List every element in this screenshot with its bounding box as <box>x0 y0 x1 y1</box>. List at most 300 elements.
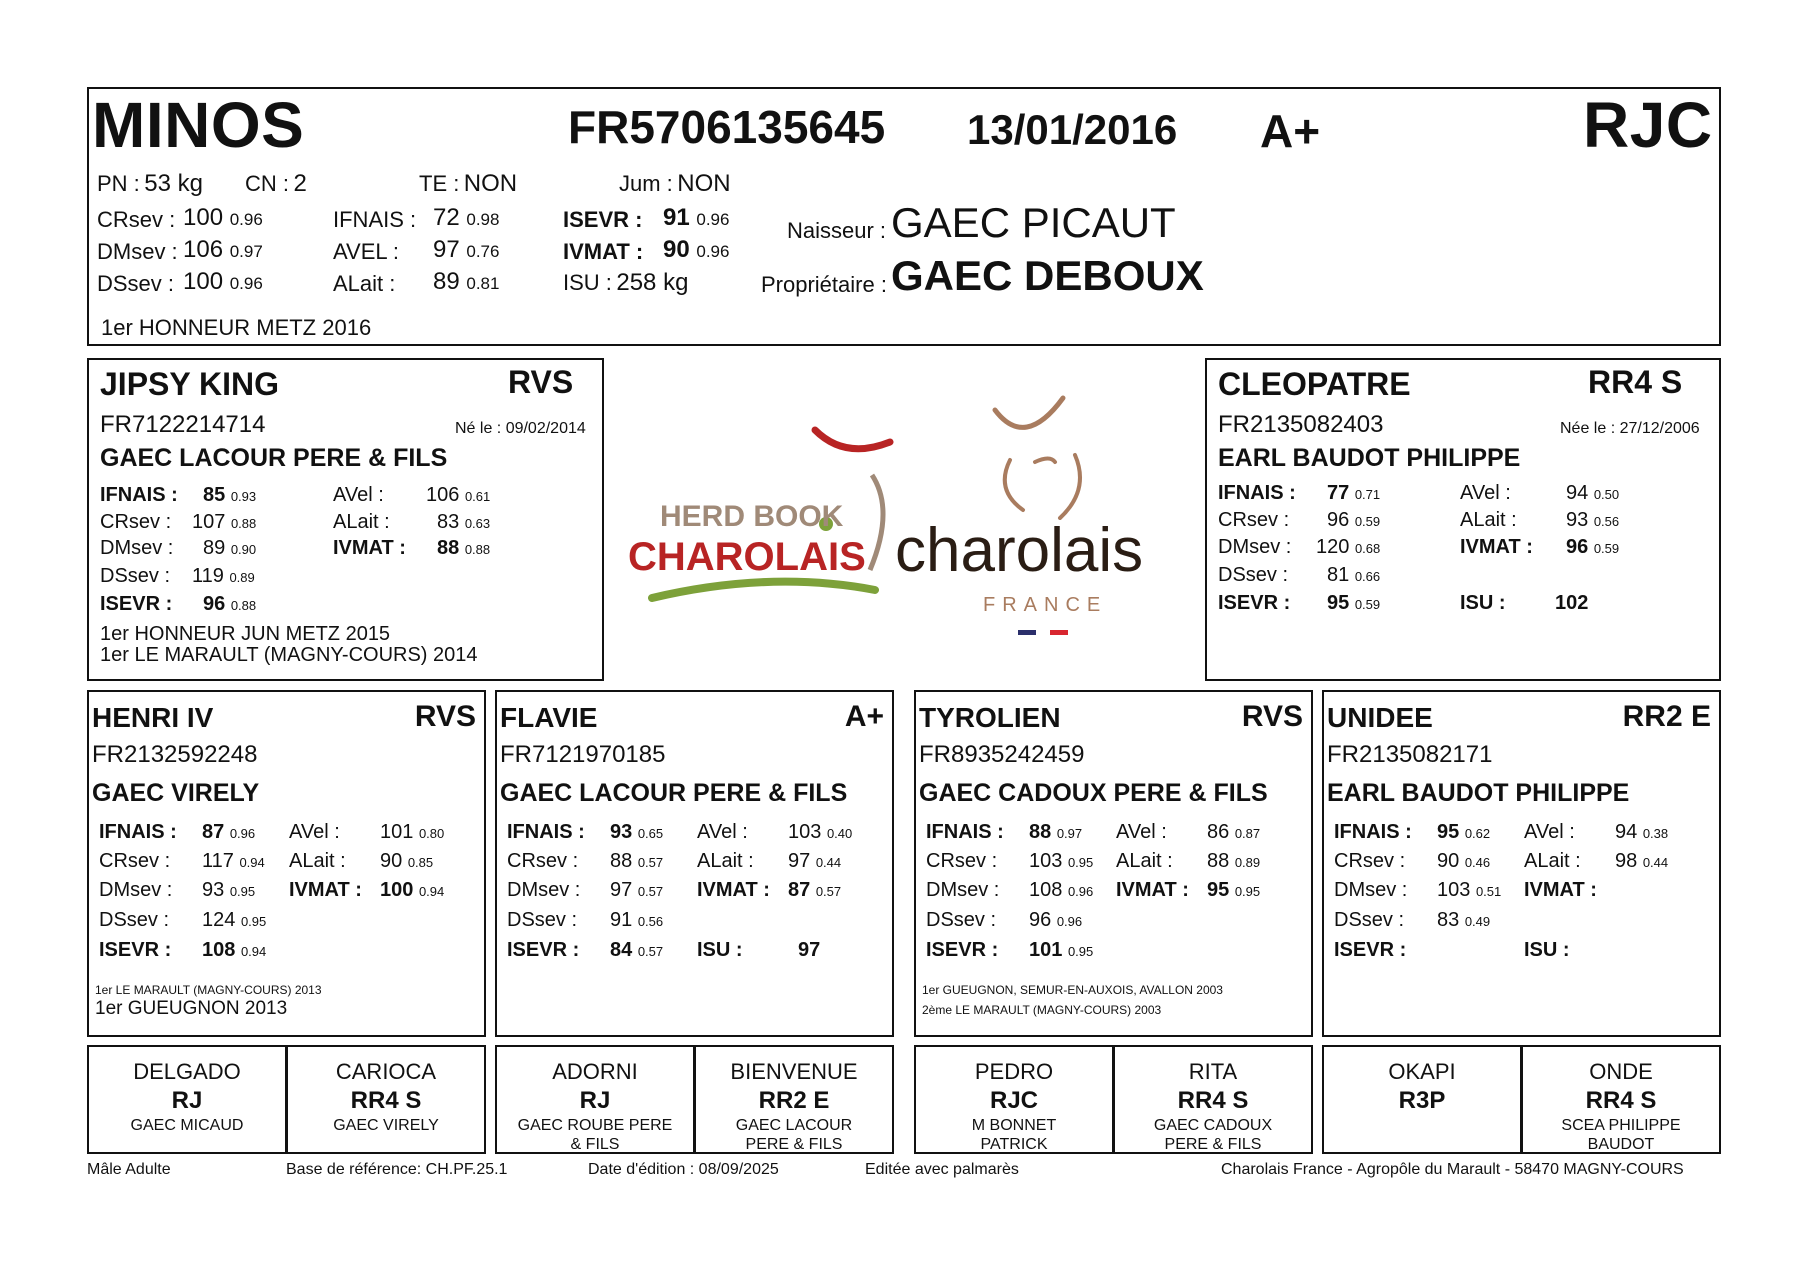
dam-isevr-reliability: 0.59 <box>1354 597 1381 612</box>
ifnais-label: IFNAIS : <box>333 207 417 232</box>
grandparent-crsev-number: 117 <box>202 850 234 872</box>
grandparent-dmsev-number: 97 <box>610 879 633 901</box>
grandparent-dssev-number: 91 <box>610 909 633 931</box>
herdbook-line1: HERD BOOK <box>660 500 844 533</box>
grandparent-avel-reliability: 0.87 <box>1234 826 1261 841</box>
grandparent-dssev-value <box>1029 909 1082 932</box>
sire-dmsev-value <box>203 537 256 560</box>
grandparent-ivmat-reliability: 0.95 <box>1234 884 1261 899</box>
grandparent-dmsev-value <box>202 879 255 902</box>
ivmat-reliability: 0.96 <box>696 242 730 261</box>
grandparent-breeder: EARL BAUDOT PHILIPPE <box>1327 779 1630 807</box>
flag-red-bar <box>1050 630 1068 635</box>
sire-ifnais-label: IFNAIS : <box>100 484 178 506</box>
isu-label: ISU : <box>563 270 612 295</box>
isevr-value <box>663 204 729 232</box>
cn-field <box>245 170 307 198</box>
grandparent-isu-label: ISU : <box>697 939 743 961</box>
avel-label: AVEL : <box>333 239 400 264</box>
grandparent-alait-label: ALait : <box>289 850 346 872</box>
te-field <box>419 170 517 198</box>
animal-award: 1er HONNEUR METZ 2016 <box>101 315 372 340</box>
great-grandparent-code: R3P <box>1398 1087 1446 1114</box>
great-grandparent-name: OKAPI <box>1388 1059 1456 1084</box>
grandparent-crsev-value <box>202 850 265 873</box>
grandparent-avel-reliability: 0.80 <box>418 826 445 841</box>
dam-avel-reliability: 0.50 <box>1593 487 1620 502</box>
grandparent-isevr-value <box>202 939 266 962</box>
grandparent-dssev-number: 96 <box>1029 909 1052 931</box>
dam-dmsev-reliability: 0.68 <box>1354 541 1381 556</box>
cn-value: 2 <box>293 170 307 197</box>
dmsev-reliability: 0.97 <box>229 242 263 261</box>
grandparent-crsev-label: CRsev : <box>1334 850 1406 872</box>
grandparent-ivmat-value <box>1207 879 1260 902</box>
sire-award-1: 1er HONNEUR JUN METZ 2015 <box>100 623 391 645</box>
sire-crsev-value <box>192 511 256 534</box>
ivmat-label: IVMAT : <box>563 239 644 264</box>
grandparent-dssev-reliability: 0.95 <box>240 914 267 929</box>
grandparent-ivmat-reliability: 0.57 <box>815 884 842 899</box>
grandparent-crsev-value <box>610 850 663 873</box>
avel-number: 97 <box>433 236 460 263</box>
alait-reliability: 0.81 <box>466 274 500 293</box>
grandparent-alait-reliability: 0.44 <box>815 855 842 870</box>
grandparent-ifnais-reliability: 0.96 <box>229 826 256 841</box>
grandparent-ifnais-value <box>1437 821 1490 844</box>
grandparent-ivmat-reliability: 0.94 <box>418 884 445 899</box>
proprietaire-label: Propriétaire : <box>761 272 887 297</box>
animal-id: FR5706135645 <box>568 101 886 153</box>
pn-value: 53 kg <box>144 170 203 197</box>
grandparent-ivmat-label: IVMAT : <box>289 879 362 901</box>
grandparent-isu-label: ISU : <box>1524 939 1570 961</box>
france-wordmark: FRANCE <box>983 594 1108 616</box>
great-grandparent-code: RR4 S <box>1177 1087 1249 1114</box>
grandparent-alait-value <box>1615 850 1668 873</box>
grandparent-dmsev-label: DMsev : <box>1334 879 1408 901</box>
sire-crsev-number: 107 <box>192 511 226 533</box>
sire-ivmat-number: 88 <box>437 537 460 559</box>
grandparent-isevr-value <box>610 939 663 962</box>
sire-alait-value <box>437 511 490 534</box>
dmsev-value <box>183 236 263 264</box>
grandparent-avel-number: 103 <box>788 821 822 843</box>
grandparent-id: FR2135082171 <box>1327 741 1493 768</box>
crsev-number: 100 <box>183 204 224 231</box>
crsev-label: CRsev : <box>97 207 176 232</box>
grandparent-code: RVS <box>1241 700 1303 733</box>
dam-birth: Née le : 27/12/2006 <box>1560 420 1700 437</box>
great-grandparent-code: RJ <box>579 1087 611 1114</box>
grandparent-alait-reliability: 0.44 <box>1642 855 1669 870</box>
dam-ivmat-value <box>1566 536 1619 559</box>
grandparent-ifnais-reliability: 0.97 <box>1056 826 1083 841</box>
grandparent-dmsev-number: 103 <box>1437 879 1471 901</box>
grandparent-crsev-number: 90 <box>1437 850 1460 872</box>
grandparent-id: FR8935242459 <box>919 741 1085 768</box>
dam-id: FR2135082403 <box>1218 411 1384 438</box>
grandparent-breeder: GAEC VIRELY <box>92 779 260 807</box>
sire-avel-number: 106 <box>426 484 460 506</box>
grandparent-ifnais-value <box>1029 821 1082 844</box>
grandparent-dmsev-reliability: 0.57 <box>637 884 664 899</box>
grandparent-dssev-number: 83 <box>1437 909 1460 931</box>
isu-field <box>563 269 688 297</box>
sire-ifnais-value <box>203 484 256 507</box>
grandparent-code: A+ <box>844 700 884 733</box>
grandparent-dssev-value <box>610 909 663 932</box>
dam-ifnais-value <box>1327 482 1380 505</box>
grandparent-alait-number: 98 <box>1615 850 1638 872</box>
dam-alait-label: ALait : <box>1460 509 1517 531</box>
great-grandparent-code: RR2 E <box>758 1087 830 1114</box>
dmsev-label: DMsev : <box>97 239 178 264</box>
sire-alait-reliability: 0.63 <box>464 516 491 531</box>
flag-blue-bar <box>1018 630 1036 635</box>
sire-isevr-number: 96 <box>203 593 226 615</box>
grandparent-alait-number: 88 <box>1207 850 1230 872</box>
great-grandparent-card <box>1322 1045 1522 1154</box>
grandparent-isevr-number: 101 <box>1029 939 1063 961</box>
grandparent-alait-value <box>788 850 841 873</box>
dam-isevr-label: ISEVR : <box>1218 592 1291 614</box>
grandparent-ifnais-reliability: 0.62 <box>1464 826 1491 841</box>
grandparent-avel-value <box>1207 821 1260 844</box>
sire-ivmat-value <box>437 537 490 560</box>
sire-dssev-number: 119 <box>192 565 224 587</box>
grandparent-dssev-reliability: 0.96 <box>1056 914 1083 929</box>
sire-ifnais-number: 85 <box>203 484 226 506</box>
dam-dssev-number: 81 <box>1327 564 1350 586</box>
dam-ivmat-reliability: 0.59 <box>1593 541 1620 556</box>
dam-name: CLEOPATRE <box>1218 366 1411 402</box>
grandparent-ifnais-number: 95 <box>1437 821 1460 843</box>
alait-label: ALait : <box>333 271 396 296</box>
grandparent-code: RR2 E <box>1622 700 1711 733</box>
grandparent-crsev-reliability: 0.95 <box>1067 855 1094 870</box>
grandparent-ifnais-label: IFNAIS : <box>926 821 1004 843</box>
grandparent-crsev-label: CRsev : <box>926 850 998 872</box>
animal-grade: A+ <box>1260 105 1321 157</box>
dam-dssev-value <box>1327 564 1380 587</box>
great-grandparent-owner-line2: PATRICK <box>980 1136 1048 1153</box>
grandparent-crsev-label: CRsev : <box>99 850 171 872</box>
dam-dmsev-value <box>1316 536 1380 559</box>
grandparent-alait-number: 97 <box>788 850 811 872</box>
grandparent-ivmat-label: IVMAT : <box>1116 879 1189 901</box>
dssev-reliability: 0.96 <box>229 274 263 293</box>
great-grandparent-name: DELGADO <box>133 1059 241 1084</box>
grandparent-isu-value: 97 <box>798 939 821 961</box>
great-grandparent-card <box>286 1045 486 1154</box>
ifnais-reliability: 0.98 <box>466 210 500 229</box>
grandparent-name: UNIDEE <box>1327 702 1433 733</box>
grandparent-crsev-reliability: 0.57 <box>637 855 664 870</box>
dam-dssev-label: DSsev : <box>1218 564 1289 586</box>
great-grandparent-name: CARIOCA <box>335 1059 437 1084</box>
great-grandparent-card <box>1113 1045 1313 1154</box>
sire-avel-reliability: 0.61 <box>464 489 491 504</box>
naisseur-value: GAEC PICAUT <box>891 199 1176 246</box>
great-grandparent-owner-line1: GAEC LACOUR <box>735 1117 853 1134</box>
sire-ivmat-label: IVMAT : <box>333 537 406 559</box>
great-grandparent-owner-line2: & FILS <box>570 1136 620 1153</box>
sire-dmsev-reliability: 0.90 <box>230 542 257 557</box>
grandparent-ivmat-number: 95 <box>1207 879 1230 901</box>
great-grandparent-owner-line2: BAUDOT <box>1587 1136 1655 1153</box>
grandparent-avel-reliability: 0.40 <box>826 826 853 841</box>
grandparent-name: TYROLIEN <box>919 702 1061 733</box>
grandparent-dssev-label: DSsev : <box>507 909 578 931</box>
grandparent-isevr-reliability: 0.94 <box>240 944 267 959</box>
sire-code: RVS <box>508 364 574 400</box>
sire-dmsev-number: 89 <box>203 537 226 559</box>
grandparent-alait-label: ALait : <box>1116 850 1173 872</box>
grandparent-dssev-value <box>202 909 266 932</box>
dam-avel-label: AVel : <box>1460 482 1511 504</box>
grandparent-alait-reliability: 0.89 <box>1234 855 1261 870</box>
ifnais-number: 72 <box>433 204 460 231</box>
sire-dssev-reliability: 0.89 <box>229 570 255 585</box>
grandparent-award-2: 1er GUEUGNON 2013 <box>95 998 288 1019</box>
ivmat-number: 90 <box>663 236 690 263</box>
dam-crsev-value <box>1327 509 1380 532</box>
grandparent-dmsev-number: 108 <box>1029 879 1063 901</box>
great-grandparent-owner-line2: PERE & FILS <box>1164 1136 1262 1153</box>
grandparent-crsev-reliability: 0.94 <box>239 855 265 870</box>
sire-crsev-label: CRsev : <box>100 511 172 533</box>
grandparent-dssev-reliability: 0.49 <box>1464 914 1491 929</box>
great-grandparent-card <box>694 1045 894 1154</box>
grandparent-alait-label: ALait : <box>697 850 754 872</box>
great-grandparent-name: PEDRO <box>974 1059 1054 1084</box>
dam-isu-label: ISU : <box>1460 592 1506 614</box>
grandparent-dssev-label: DSsev : <box>1334 909 1405 931</box>
grandparent-avel-label: AVel : <box>289 821 340 843</box>
footer-palmares: Editée avec palmarès <box>865 1161 1019 1178</box>
sire-crsev-reliability: 0.88 <box>230 516 257 531</box>
dam-isevr-number: 95 <box>1327 592 1350 614</box>
grandparent-dmsev-label: DMsev : <box>507 879 581 901</box>
sire-ivmat-reliability: 0.88 <box>464 542 491 557</box>
isevr-reliability: 0.96 <box>696 210 730 229</box>
dam-isu-value: 102 <box>1555 592 1589 614</box>
pn-field <box>97 170 203 198</box>
grandparent-ifnais-number: 88 <box>1029 821 1052 843</box>
grandparent-avel-label: AVel : <box>1524 821 1575 843</box>
grandparent-ivmat-number: 100 <box>380 879 414 901</box>
grandparent-avel-reliability: 0.38 <box>1642 826 1669 841</box>
grandparent-dmsev-value <box>1437 879 1501 902</box>
alait-value <box>433 268 499 296</box>
ivmat-value <box>663 236 729 264</box>
avel-value <box>433 236 499 264</box>
grandparent-award-1: 1er GUEUGNON, SEMUR-EN-AUXOIS, AVALLON 2003 <box>922 983 1223 997</box>
grandparent-ifnais-label: IFNAIS : <box>507 821 585 843</box>
charolais-france-logo <box>895 390 1195 645</box>
isevr-label: ISEVR : <box>563 207 643 232</box>
great-grandparent-name: ADORNI <box>552 1059 638 1084</box>
grandparent-avel-number: 101 <box>380 821 414 843</box>
grandparent-avel-number: 94 <box>1615 821 1638 843</box>
charolais-wordmark: charolais <box>895 516 1144 585</box>
grandparent-avel-number: 86 <box>1207 821 1230 843</box>
dam-dssev-reliability: 0.66 <box>1354 569 1381 584</box>
dam-ifnais-label: IFNAIS : <box>1218 482 1296 504</box>
grandparent-isevr-reliability: 0.95 <box>1067 944 1094 959</box>
grandparent-avel-label: AVel : <box>697 821 748 843</box>
grandparent-breeder: GAEC CADOUX PERE & FILS <box>919 779 1268 807</box>
sire-dssev-label: DSsev : <box>100 565 171 587</box>
sire-avel-label: AVel : <box>333 484 384 506</box>
great-grandparent-code: RR4 S <box>1585 1087 1657 1114</box>
grandparent-ifnais-label: IFNAIS : <box>1334 821 1412 843</box>
great-grandparent-card <box>1521 1045 1721 1154</box>
ifnais-value <box>433 204 499 232</box>
dam-dmsev-number: 120 <box>1316 536 1350 558</box>
grandparent-alait-label: ALait : <box>1524 850 1581 872</box>
jum-label: Jum : <box>619 171 673 196</box>
dam-alait-value <box>1566 509 1619 532</box>
jum-value: NON <box>677 170 731 197</box>
grandparent-ivmat-number: 87 <box>788 879 811 901</box>
great-grandparent-owner-line1: GAEC ROUBE PERE <box>517 1117 673 1134</box>
grandparent-isevr-value <box>1029 939 1093 962</box>
grandparent-ifnais-value <box>610 821 663 844</box>
great-grandparent-name: ONDE <box>1589 1059 1653 1084</box>
dssev-value <box>183 268 263 296</box>
grandparent-award-1: 1er LE MARAULT (MAGNY-COURS) 2013 <box>95 983 322 997</box>
naisseur-label: Naisseur : <box>787 218 887 243</box>
grandparent-ifnais-value <box>202 821 255 844</box>
grandparent-breeder: GAEC LACOUR PERE & FILS <box>500 779 848 807</box>
dam-avel-value <box>1566 482 1619 505</box>
sire-isevr-reliability: 0.88 <box>230 598 257 613</box>
dam-dmsev-label: DMsev : <box>1218 536 1292 558</box>
grandparent-code: RVS <box>414 700 476 733</box>
great-grandparent-owner-line1: GAEC CADOUX <box>1153 1117 1273 1134</box>
sire-id: FR7122214714 <box>100 411 266 438</box>
grandparent-avel-value <box>788 821 852 844</box>
sire-birth: Né le : 09/02/2014 <box>455 420 586 437</box>
sire-alait-label: ALait : <box>333 511 390 533</box>
grandparent-avel-value <box>1615 821 1668 844</box>
dam-code: RR4 S <box>1588 364 1683 400</box>
sire-avel-value <box>426 484 490 507</box>
grandparent-alait-number: 90 <box>380 850 403 872</box>
grandparent-crsev-reliability: 0.46 <box>1464 855 1491 870</box>
grandparent-dssev-reliability: 0.56 <box>637 914 664 929</box>
isevr-number: 91 <box>663 204 690 231</box>
grandparent-dmsev-value <box>1029 879 1093 902</box>
great-grandparent-code: RJC <box>989 1087 1038 1114</box>
grandparent-isevr-label: ISEVR : <box>1334 939 1407 961</box>
sire-name: JIPSY KING <box>100 366 280 402</box>
sire-award-2: 1er LE MARAULT (MAGNY-COURS) 2014 <box>100 644 478 666</box>
alait-number: 89 <box>433 268 460 295</box>
footer-sex: Mâle Adulte <box>87 1161 171 1178</box>
te-label: TE : <box>419 171 460 196</box>
cn-label: CN : <box>245 171 289 196</box>
grandparent-dmsev-number: 93 <box>202 879 225 901</box>
grandparent-avel-value <box>380 821 444 844</box>
dam-alait-reliability: 0.56 <box>1593 514 1620 529</box>
grandparent-isevr-number: 84 <box>610 939 633 961</box>
dssev-number: 100 <box>183 268 224 295</box>
grandparent-alait-reliability: 0.85 <box>407 855 434 870</box>
grandparent-crsev-number: 88 <box>610 850 633 872</box>
great-grandparent-name: BIENVENUE <box>730 1059 858 1084</box>
grandparent-dmsev-reliability: 0.96 <box>1067 884 1094 899</box>
grandparent-crsev-value <box>1029 850 1093 873</box>
animal-birth-date: 13/01/2016 <box>967 106 1178 153</box>
grandparent-dmsev-value <box>610 879 663 902</box>
dssev-label: DSsev : <box>97 271 175 296</box>
grandparent-ivmat-value <box>380 879 444 902</box>
great-grandparent-code: RR4 S <box>350 1087 422 1114</box>
great-grandparent-owner-line1: GAEC VIRELY <box>333 1117 439 1134</box>
grandparent-dmsev-label: DMsev : <box>99 879 173 901</box>
dam-breeder: EARL BAUDOT PHILIPPE <box>1218 444 1521 472</box>
grandparent-dssev-label: DSsev : <box>926 909 997 931</box>
animal-name: MINOS <box>92 89 305 161</box>
grandparent-dssev-value <box>1437 909 1490 932</box>
sire-breeder: GAEC LACOUR PERE & FILS <box>100 444 448 472</box>
grandparent-award-2: 2ème LE MARAULT (MAGNY-COURS) 2003 <box>922 1003 1162 1017</box>
grandparent-crsev-label: CRsev : <box>507 850 579 872</box>
great-grandparent-owner-line1: SCEA PHILIPPE <box>1561 1117 1681 1134</box>
dam-ivmat-number: 96 <box>1566 536 1589 558</box>
grandparent-alait-value <box>380 850 433 873</box>
great-grandparent-owner-line1: GAEC MICAUD <box>130 1117 244 1134</box>
footer-edition-date: Date d'édition : 08/09/2025 <box>588 1161 779 1178</box>
great-grandparent-card <box>495 1045 695 1154</box>
grandparent-isevr-reliability: 0.57 <box>637 944 664 959</box>
great-grandparent-code: RJ <box>171 1087 203 1114</box>
great-grandparent-owner-line1: M BONNET <box>971 1117 1057 1134</box>
grandparent-crsev-number: 103 <box>1029 850 1063 872</box>
dam-avel-number: 94 <box>1566 482 1589 504</box>
sire-dmsev-label: DMsev : <box>100 537 174 559</box>
pn-label: PN : <box>97 171 140 196</box>
grandparent-dssev-label: DSsev : <box>99 909 170 931</box>
grandparent-dmsev-reliability: 0.51 <box>1475 884 1502 899</box>
grandparent-ifnais-number: 87 <box>202 821 225 843</box>
jum-field <box>619 170 731 198</box>
herdbook-charolais-logo <box>620 420 900 610</box>
dam-crsev-reliability: 0.59 <box>1354 514 1381 529</box>
great-grandparent-name: RITA <box>1188 1059 1238 1084</box>
animal-code: RJC <box>1583 89 1713 161</box>
isu-value: 258 kg <box>616 269 689 296</box>
grandparent-dmsev-label: DMsev : <box>926 879 1000 901</box>
grandparent-isevr-label: ISEVR : <box>926 939 999 961</box>
dam-crsev-label: CRsev : <box>1218 509 1290 531</box>
herdbook-line2: CHAROLAIS <box>628 535 866 579</box>
grandparent-id: FR2132592248 <box>92 741 258 768</box>
great-grandparent-card <box>87 1045 287 1154</box>
dam-isevr-value <box>1327 592 1380 615</box>
grandparent-ifnais-label: IFNAIS : <box>99 821 177 843</box>
dam-crsev-number: 96 <box>1327 509 1350 531</box>
grandparent-ivmat-label: IVMAT : <box>1524 879 1597 901</box>
grandparent-alait-value <box>1207 850 1260 873</box>
grandparent-isevr-number: 108 <box>202 939 236 961</box>
great-grandparent-owner-line2: PERE & FILS <box>745 1136 843 1153</box>
grandparent-name: FLAVIE <box>500 702 598 733</box>
grandparent-ivmat-value <box>788 879 841 902</box>
